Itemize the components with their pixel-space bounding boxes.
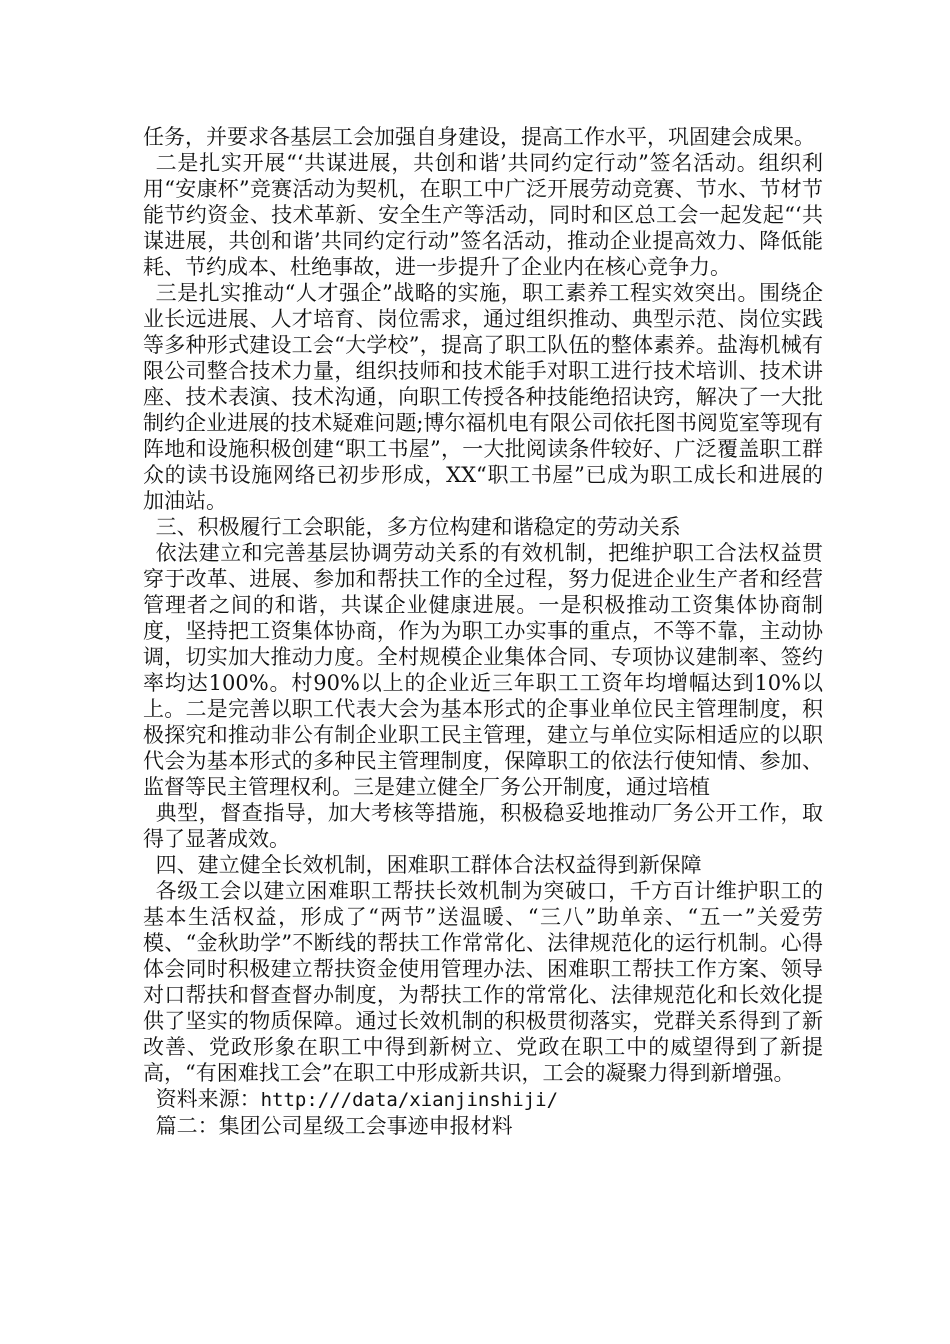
source-line xyxy=(143,1086,823,1113)
next-article-title: 篇二：集团公司星级工会事迹申报材料 xyxy=(155,1114,513,1138)
paragraph-assistance-mechanism: 各级工会以建立困难职工帮扶长效机制为突破口，千方百计维护职工的基本生活权益，形成了“两节”送温暖、“三八”助单亲、“五一”关爱劳模、“金秋助学”不断线的帮扶工作常常化、法律规范化的运行机制。心得体会同时积极建立帮扶资金使用管理办法、困难职工帮扶工作方案、领导对口帮扶和督查督办制度，为帮扶工作的常常化、法律规范化和长效化提供了坚实的物质保障。通过长效机制的积极贯彻落实，党群关系得到了新改善、党政形象在职工中得到新树立、党政在职工中的威望得到了新提高，“有困难找工会”在职工中形成新共识，工会的凝聚力得到新增强。 xyxy=(143,879,823,1085)
section-heading-three: 三、积极履行工会职能，多方位构建和谐稳定的劳动关系 xyxy=(155,515,681,539)
paragraph-talent-strategy: 三是扎实推动“人才强企”战略的实施，职工素养工程实效突出。围绕企业长远进展、人才培育、岗位需求，通过组织推动、典型示范、岗位实践等多种形式建设工会“大学校”，提高了职工队伍的整体素养。盐海机械有限公司整合技术力量，组织技师和技术能手对职工进行技术培训、技术讲座、技术表演、技术沟通，向职工传授各种技能绝招诀窍，解决了一大批制约企业进展的技术疑难问题;博尔福机电有限公司依托图书阅览室等现有阵地和设施积极创建“职工书屋”，一大批阅读条件较好、广泛覆盖职工群众的读书设施网络已初步形成，XX“职工书屋”已成为职工成长和进展的加油站。 xyxy=(143,281,823,513)
document-page xyxy=(143,124,823,1139)
paragraph-factory-affairs: 典型，督查指导，加大考核等措施，积极稳妥地推动厂务公开工作，取得了显著成效。 xyxy=(143,801,823,851)
section-heading-four: 四、建立健全长效机制，困难职工群体合法权益得到新保障 xyxy=(155,853,702,877)
source-link[interactable]: http:///data/xianjinshiji/ xyxy=(260,1089,559,1111)
source-label: 资料来源： xyxy=(155,1087,261,1111)
paragraph-continuation: 任务，并要求各基层工会加强自身建设，提高工作水平，巩固建会成果。 xyxy=(143,125,815,149)
paragraph-signature-campaign: 二是扎实开展“‘共谋进展，共创和谐’共同约定行动”签名活动。组织利用“安康杯”竞赛活动为契机，在职工中广泛开展劳动竞赛、节水、节材节能节约资金、技术革新、安全生产等活动，同时和区总工会一起发起“‘共谋进展，共创和谐’共同约定行动”签名活动，推动企业提高效力、降低能耗、节约成本、杜绝事故，进一步提升了企业内在核心竞争力。 xyxy=(143,151,823,279)
paragraph-labor-relations: 依法建立和完善基层协调劳动关系的有效机制，把维护职工合法权益贯穿于改革、进展、参加和帮扶工作的全过程，努力促进企业生产者和经营管理者之间的和谐，共谋企业健康进展。一是积极推动工资集体协商制度，坚持把工资集体协商，作为为职工办实事的重点，不等不靠，主动协调，切实加大推动力度。全村规模企业集体合同、专项协议建制率、签约率均达100%。村90%以上的企业近三年职工工资年均增幅达到10%以上。二是完善以职工代表大会为基本形式的企事业单位民主管理制度，积极探究和推动非公有制企业职工民主管理，建立与单位实际相适应的以职代会为基本形式的多种民主管理制度，保障职工的依法行使知情、参加、监督等民主管理权利。三是建立健全厂务公开制度，通过培植 xyxy=(143,541,823,799)
